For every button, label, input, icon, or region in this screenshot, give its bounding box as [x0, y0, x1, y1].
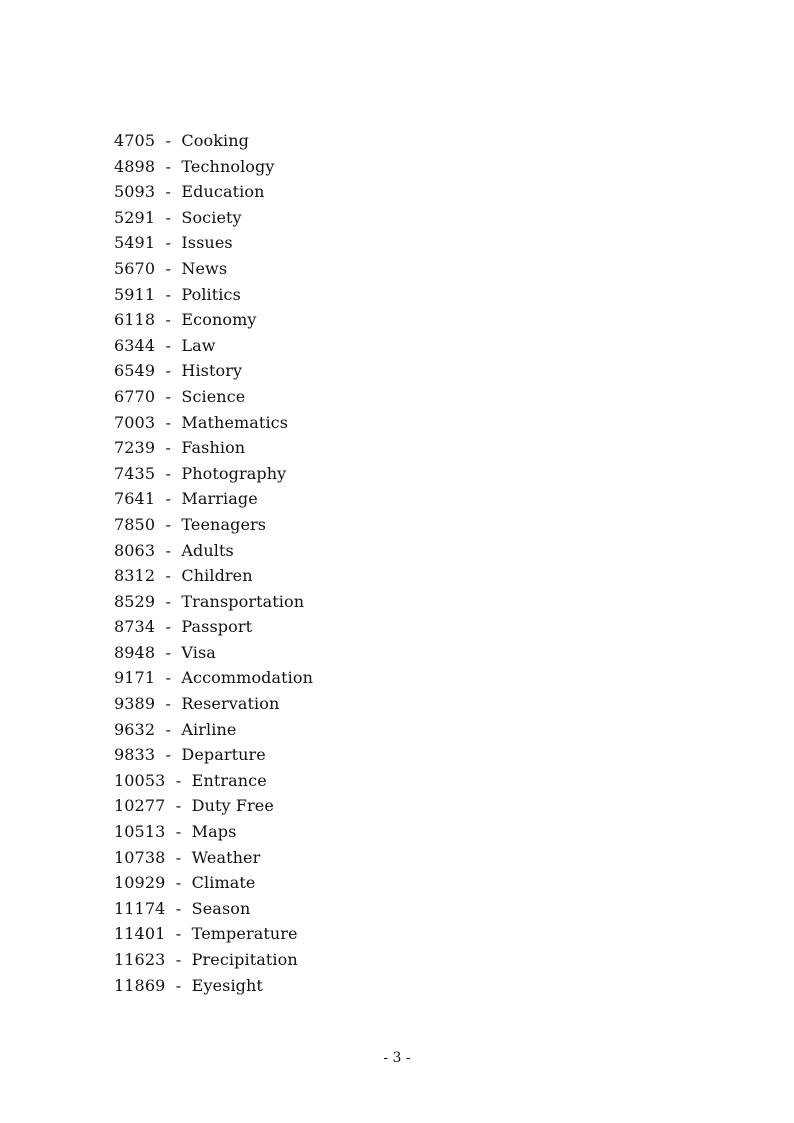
entry-number: 10053 [114, 770, 166, 790]
entry-separator: - [165, 489, 172, 509]
list-item [114, 486, 313, 512]
entry-separator: - [165, 719, 172, 739]
entry-separator: - [165, 745, 172, 765]
entry-number: 5491 [114, 233, 156, 253]
list-item [114, 614, 313, 640]
entry-topic: Duty Free [191, 796, 274, 816]
entry-separator: - [165, 566, 172, 586]
list-item [114, 870, 313, 896]
entry-topic: Law [181, 335, 216, 355]
entry-topic: Technology [181, 156, 275, 176]
entry-number: 7239 [114, 438, 156, 458]
entry-separator: - [165, 514, 172, 534]
entry-number: 11869 [114, 975, 166, 995]
entry-number: 9171 [114, 668, 156, 688]
entry-separator: - [165, 207, 172, 227]
entry-number: 4898 [114, 156, 156, 176]
list-item [114, 768, 313, 794]
entry-number: 9632 [114, 719, 156, 739]
entry-number: 7641 [114, 489, 156, 509]
entry-topic: Mathematics [181, 412, 289, 432]
entry-separator: - [175, 873, 182, 893]
entry-topic: Adults [181, 540, 234, 560]
entry-number: 8948 [114, 642, 156, 662]
entry-topic: Accommodation [181, 668, 314, 688]
entry-topic: Entrance [191, 770, 267, 790]
entry-topic: Climate [191, 873, 256, 893]
list-item [114, 205, 313, 231]
entry-topic: Issues [181, 233, 233, 253]
list-item [114, 717, 313, 743]
entry-separator: - [165, 131, 172, 150]
entry-separator: - [165, 258, 172, 278]
list-item [114, 896, 313, 922]
entry-topic: Education [181, 182, 265, 202]
entry-number: 5291 [114, 207, 156, 227]
entry-number: 8063 [114, 540, 156, 560]
entry-separator: - [165, 668, 172, 688]
entry-separator: - [165, 361, 172, 381]
entry-number: 5911 [114, 284, 156, 304]
list-item [114, 589, 313, 615]
entry-topic: Departure [181, 745, 266, 765]
entry-number: 6549 [114, 361, 156, 381]
entry-topic: Marriage [181, 489, 258, 509]
list-item [114, 384, 313, 410]
entry-separator: - [165, 310, 172, 330]
list-item [114, 154, 313, 180]
entry-number: 7435 [114, 463, 156, 483]
entry-separator: - [175, 924, 182, 944]
list-item [114, 358, 313, 384]
entry-separator: - [165, 463, 172, 483]
entry-number: 10277 [114, 796, 166, 816]
entry-topic: Season [191, 898, 251, 918]
topic-index-list [114, 128, 313, 998]
entry-topic: Precipitation [191, 950, 298, 969]
entry-separator: - [175, 796, 182, 816]
list-item [114, 947, 313, 973]
entry-topic: News [181, 258, 228, 278]
entry-separator: - [165, 233, 172, 253]
entry-topic: Children [181, 566, 253, 586]
entry-topic: Teenagers [181, 514, 267, 534]
entry-separator: - [175, 950, 182, 969]
list-item [114, 640, 313, 666]
list-item [114, 307, 313, 333]
entry-topic: Transportation [181, 591, 305, 611]
list-item [114, 179, 313, 205]
entry-topic: History [181, 361, 243, 381]
list-item [114, 742, 313, 768]
entry-topic: Fashion [181, 438, 246, 458]
entry-number: 4705 [114, 131, 156, 150]
list-item [114, 973, 313, 999]
list-item [114, 282, 313, 308]
entry-number: 5670 [114, 258, 156, 278]
page-number: - 3 - [383, 1050, 411, 1066]
entry-topic: Weather [191, 847, 261, 867]
list-item [114, 793, 313, 819]
entry-number: 11401 [114, 924, 166, 944]
entry-number: 5093 [114, 182, 156, 202]
list-item [114, 128, 313, 154]
entry-topic: Cooking [181, 131, 249, 150]
list-item [114, 333, 313, 359]
entry-number: 9389 [114, 694, 156, 714]
entry-number: 8734 [114, 617, 156, 637]
list-item [114, 845, 313, 871]
entry-topic: Eyesight [191, 975, 263, 995]
list-item [114, 435, 313, 461]
entry-separator: - [165, 284, 172, 304]
entry-separator: - [165, 386, 172, 406]
entry-number: 10513 [114, 822, 166, 842]
list-item [114, 512, 313, 538]
entry-topic: Society [181, 207, 242, 227]
entry-number: 6344 [114, 335, 156, 355]
entry-separator: - [175, 822, 182, 842]
entry-topic: Photography [181, 463, 287, 483]
entry-separator: - [165, 412, 172, 432]
entry-topic: Economy [181, 310, 257, 330]
entry-topic: Science [181, 386, 246, 406]
list-item [114, 256, 313, 282]
list-item [114, 563, 313, 589]
entry-topic: Temperature [191, 924, 298, 944]
entry-number: 6118 [114, 310, 156, 330]
entry-separator: - [165, 591, 172, 611]
entry-topic: Maps [191, 822, 237, 842]
entry-topic: Politics [181, 284, 241, 304]
entry-separator: - [165, 642, 172, 662]
entry-number: 11174 [114, 898, 166, 918]
entry-separator: - [165, 156, 172, 176]
entry-number: 6770 [114, 386, 156, 406]
entry-number: 8312 [114, 566, 156, 586]
entry-number: 9833 [114, 745, 156, 765]
entry-number: 11623 [114, 950, 166, 969]
entry-separator: - [165, 182, 172, 202]
entry-number: 7003 [114, 412, 156, 432]
entry-separator: - [165, 617, 172, 637]
entry-number: 8529 [114, 591, 156, 611]
entry-topic: Reservation [181, 694, 280, 714]
list-item [114, 691, 313, 717]
list-item [114, 665, 313, 691]
entry-separator: - [175, 770, 182, 790]
entry-separator: - [175, 847, 182, 867]
entry-separator: - [165, 694, 172, 714]
entry-topic: Passport [181, 617, 253, 637]
entry-number: 10738 [114, 847, 166, 867]
entry-separator: - [165, 438, 172, 458]
entry-separator: - [165, 540, 172, 560]
list-item [114, 461, 313, 487]
entry-separator: - [165, 335, 172, 355]
list-item [114, 230, 313, 256]
entry-number: 7850 [114, 514, 156, 534]
entry-separator: - [175, 975, 182, 995]
entry-number: 10929 [114, 873, 166, 893]
list-item [114, 410, 313, 436]
entry-separator: - [175, 898, 182, 918]
entry-topic: Visa [181, 642, 216, 662]
entry-topic: Airline [181, 719, 237, 739]
list-item [114, 819, 313, 845]
list-item [114, 921, 313, 947]
list-item [114, 538, 313, 564]
